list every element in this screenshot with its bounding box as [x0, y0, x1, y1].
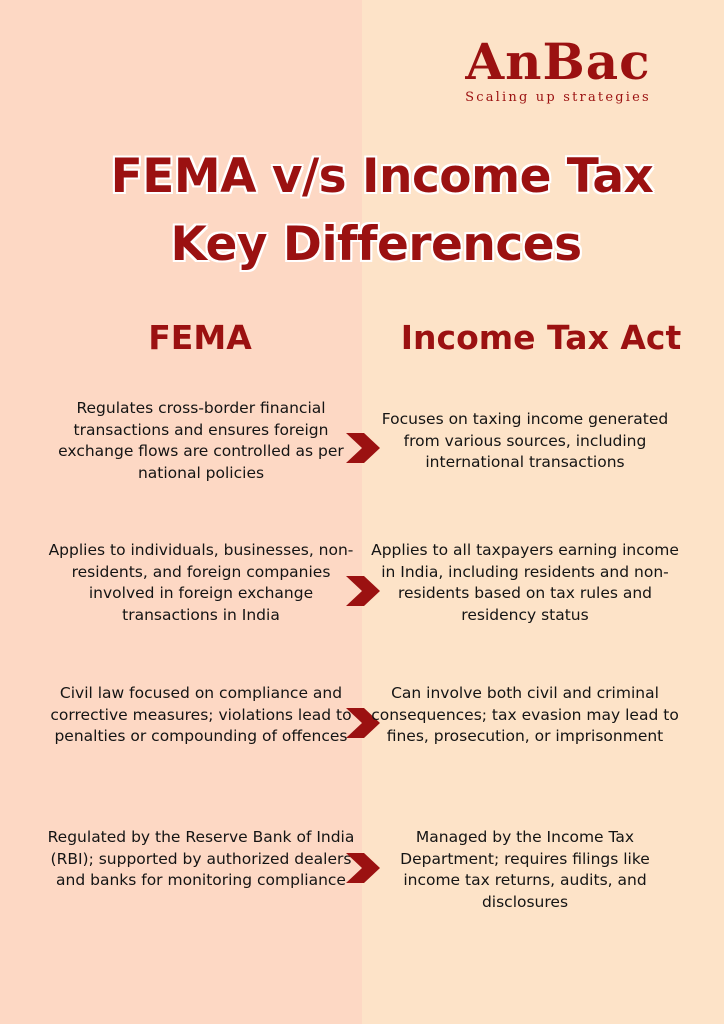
fema-point-3: Civil law focused on compliance and corrective measures; violations lead to penalties or compounding of offences: [50, 684, 352, 745]
income-tax-point-1: Focuses on taxing income generated from various sources, including international transactions: [381, 410, 669, 471]
brand-name: AnBac: [465, 32, 651, 91]
brand-logo: [446, 32, 670, 105]
column-header-fema: FEMA: [148, 318, 252, 357]
income-tax-point-3: Can involve both civil and criminal consequences; tax evasion may lead to fines, prosecution, or imprisonment: [371, 684, 679, 745]
income-tax-point-2: Applies to all taxpayers earning income in India, including residents and non-residents based on tax rules and residency status: [371, 541, 679, 624]
page-title-line1: FEMA v/s Income Tax: [110, 149, 654, 204]
brand-tagline: Scaling up strategies: [465, 90, 651, 105]
fema-point-1: Regulates cross-border financial transactions and ensures foreign exchange flows are controlled as per national policies: [58, 399, 344, 482]
column-header-income-tax: Income Tax Act: [400, 318, 682, 357]
income-tax-point-4: Managed by the Income Tax Department; requires filings like income tax returns, audits, and disclosures: [400, 828, 650, 911]
page-title-line2: Key Differences: [170, 217, 582, 272]
fema-point-2: Applies to individuals, businesses, non-residents, and foreign companies involved in foreign exchange transactions in India: [48, 541, 354, 624]
fema-point-4: Regulated by the Reserve Bank of India (RBI); supported by authorized dealers and banks for monitoring compliance: [47, 828, 355, 889]
